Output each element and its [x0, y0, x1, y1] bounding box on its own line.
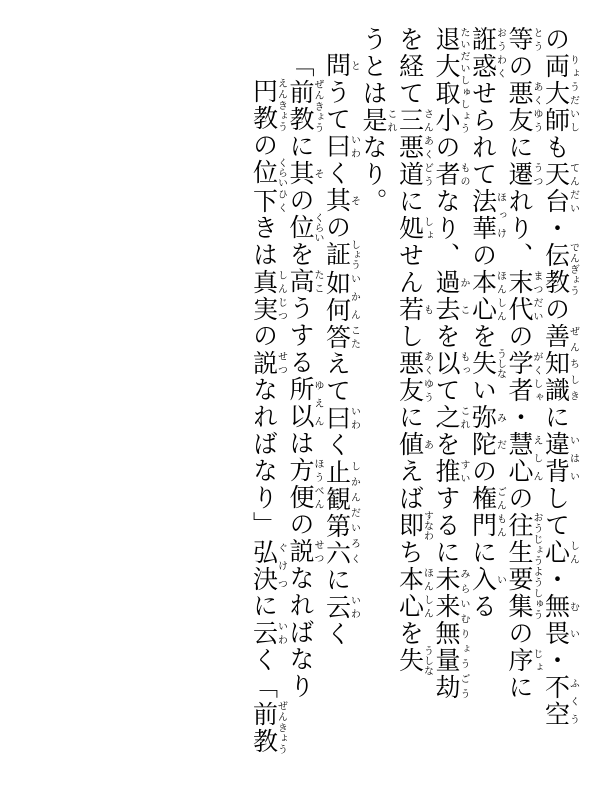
furigana: いわ — [275, 619, 287, 647]
column-text — [397, 26, 433, 774]
ruby-base: 即 — [395, 510, 423, 541]
furigana: てんだい — [567, 161, 579, 215]
furigana: と — [348, 52, 360, 79]
furigana: ほんしん — [494, 269, 506, 323]
ruby-segment — [468, 26, 506, 80]
ruby-segment — [286, 79, 323, 133]
ruby-base: 序 — [505, 647, 532, 674]
ruby-base: 証 — [322, 239, 350, 270]
text-segment: く — [322, 431, 350, 459]
ruby-base: 円教 — [249, 78, 277, 132]
ruby-base: 心 — [541, 539, 569, 566]
furigana: おうじょうようしゅう — [531, 512, 542, 620]
text-segment: く — [322, 160, 350, 187]
furigana: ほっけ — [494, 188, 506, 242]
ruby-segment — [541, 674, 579, 728]
ruby-segment — [322, 269, 360, 324]
ruby-base: 以 — [432, 350, 459, 377]
furigana: すなわ — [421, 510, 433, 541]
furigana: ぜんきょう — [312, 79, 323, 133]
ruby-base: 問 — [322, 52, 350, 79]
ruby-base: 天台 — [541, 161, 569, 215]
ruby-segment — [468, 404, 506, 458]
furigana: ひく — [275, 187, 287, 215]
furigana: しょう — [348, 239, 360, 270]
text-segment: く — [249, 646, 277, 674]
furigana: そ — [312, 160, 323, 187]
ruby-segment — [249, 619, 287, 647]
ruby-segment — [432, 404, 469, 431]
ruby-base: 悪友 — [505, 80, 532, 134]
ruby-base: 処 — [395, 215, 423, 242]
text-segment: に — [541, 404, 569, 431]
text-segment: の — [505, 485, 532, 512]
ruby-segment — [322, 323, 360, 351]
text-segment: うて — [322, 79, 350, 133]
furigana: たいだいしゅしょう — [458, 26, 469, 134]
text-segment: ち — [395, 539, 423, 566]
ruby-base: 慧心 — [505, 431, 532, 485]
ruby-base: 弘決 — [249, 538, 277, 593]
ruby-segment — [468, 269, 506, 323]
ruby-segment — [286, 376, 323, 430]
text-segment: れり、 — [505, 188, 532, 269]
ruby-base: 位 — [286, 212, 313, 243]
text-segment: の — [249, 322, 277, 350]
text-segment: なれば — [249, 376, 277, 458]
ruby-segment — [432, 269, 469, 323]
ruby-segment — [468, 485, 506, 539]
ruby-base: 下 — [249, 187, 277, 215]
text-column — [324, 26, 360, 774]
furigana: みだ — [494, 404, 506, 458]
text-segment: の — [286, 511, 313, 538]
furigana: ぐけつ — [275, 538, 287, 593]
ruby-segment — [249, 700, 287, 755]
text-segment: 「 — [286, 52, 313, 79]
ruby-segment — [286, 538, 323, 565]
furigana: もの — [458, 161, 469, 188]
furigana: あ — [421, 431, 433, 458]
ruby-segment — [541, 323, 579, 404]
text-column — [470, 26, 506, 774]
furigana: も — [421, 296, 433, 323]
furigana: しょ — [421, 215, 433, 242]
ruby-base: 其 — [322, 187, 350, 214]
furigana: せつ — [312, 538, 323, 565]
ruby-base: 両大師 — [541, 53, 569, 134]
column-text — [324, 52, 360, 774]
furigana: これ — [385, 107, 396, 134]
ruby-segment — [322, 404, 360, 432]
ruby-base: 不空 — [541, 674, 569, 728]
text-segment: の — [541, 26, 569, 53]
text-segment: い — [468, 377, 496, 404]
ruby-base: 末代 — [505, 269, 532, 323]
ruby-base: 所以 — [286, 376, 313, 430]
furigana: ぜんちしき — [567, 323, 579, 404]
furigana: いわ — [348, 593, 360, 621]
ruby-base: 云 — [322, 593, 350, 621]
text-segment: く — [322, 620, 350, 648]
vertical-text-body — [22, 26, 578, 774]
ruby-base: 高 — [286, 268, 313, 295]
ruby-segment — [249, 268, 287, 323]
ruby-segment — [432, 161, 469, 188]
ruby-segment — [505, 431, 542, 485]
furigana: うしな — [494, 348, 506, 379]
column-text — [506, 26, 542, 774]
ruby-base: 本心 — [395, 566, 423, 620]
text-segment: も — [541, 134, 569, 161]
ruby-segment — [322, 133, 360, 160]
ruby-segment — [432, 566, 469, 701]
ruby-base: 退大取小 — [432, 26, 459, 134]
ruby-segment — [468, 566, 506, 593]
text-segment: に — [505, 134, 532, 161]
ruby-segment — [541, 161, 579, 215]
ruby-base: 悪友 — [395, 350, 423, 404]
ruby-base: 権門 — [468, 485, 496, 539]
furigana: うつ — [531, 161, 542, 188]
ruby-segment — [249, 538, 287, 593]
furigana: くらい — [312, 212, 323, 243]
ruby-base: 推 — [432, 458, 459, 485]
ruby-segment — [432, 458, 469, 485]
ruby-base: 説 — [249, 349, 277, 377]
text-segment: を — [395, 26, 423, 53]
text-segment: えば — [395, 458, 423, 512]
ruby-segment — [395, 566, 433, 620]
ruby-segment — [249, 187, 287, 215]
text-segment: の — [432, 134, 459, 161]
ruby-base: 前教 — [286, 79, 313, 133]
ruby-segment — [541, 53, 579, 134]
furigana: しん — [567, 539, 579, 566]
ruby-segment — [395, 215, 433, 242]
ruby-segment — [322, 52, 360, 79]
text-segment: して — [541, 485, 569, 539]
text-segment: に — [468, 539, 496, 566]
furigana: まつだい — [531, 269, 542, 323]
ruby-segment — [395, 510, 433, 541]
ruby-base: 弥陀 — [468, 404, 496, 458]
text-segment: て — [432, 377, 459, 404]
ruby-segment — [541, 242, 579, 296]
ruby-base: 伝教 — [541, 242, 569, 296]
text-segment: を — [286, 241, 313, 268]
furigana: がくしゃ — [531, 350, 542, 404]
text-segment: ・ — [541, 215, 569, 242]
furigana: おうわく — [494, 26, 506, 80]
furigana: い — [494, 566, 506, 593]
furigana: しんじつ — [275, 268, 287, 323]
ruby-base: 答 — [322, 323, 350, 351]
text-segment: を — [432, 431, 459, 458]
furigana: さんあくどう — [421, 107, 433, 188]
text-segment: 「 — [249, 673, 277, 701]
ruby-segment — [322, 187, 360, 214]
ruby-base: 曰 — [322, 133, 350, 160]
ruby-segment — [322, 593, 360, 621]
text-segment: ・ — [541, 647, 569, 674]
ruby-segment — [249, 157, 287, 188]
ruby-base: 方便 — [286, 457, 313, 511]
ruby-segment — [468, 348, 506, 379]
furigana: しかんだいろく — [348, 458, 360, 567]
ruby-base: 者 — [432, 161, 459, 188]
furigana: うしな — [421, 645, 433, 676]
ruby-base: 止観第六 — [322, 458, 350, 567]
text-segment: の — [468, 242, 496, 269]
ruby-base: 往生要集 — [505, 512, 532, 620]
ruby-base: 之 — [432, 404, 459, 431]
furigana: あくゆう — [421, 350, 433, 404]
ruby-segment — [468, 188, 506, 242]
text-segment: に — [322, 566, 350, 594]
furigana: たこ — [312, 268, 323, 295]
text-segment: の — [505, 53, 532, 80]
ruby-base: 如何 — [322, 269, 350, 324]
text-segment: えて — [322, 350, 350, 405]
ruby-segment — [359, 107, 396, 134]
ruby-base: 失 — [395, 645, 423, 676]
ruby-segment — [505, 647, 542, 674]
text-segment: に — [395, 404, 423, 431]
furigana: ふくう — [567, 674, 579, 728]
ruby-base: 位 — [249, 157, 277, 188]
furigana: もっ — [458, 350, 469, 377]
ruby-base: 違背 — [541, 431, 569, 485]
text-segment: うとは — [359, 26, 386, 107]
text-segment: は — [286, 430, 313, 457]
text-segment: なり、 — [432, 188, 459, 269]
furigana: いわ — [348, 133, 360, 160]
text-segment: の — [541, 296, 569, 323]
text-segment: に — [249, 592, 277, 620]
furigana: りょうだいし — [567, 53, 579, 134]
text-segment: の — [249, 132, 277, 159]
ruby-base: 本心 — [468, 269, 496, 323]
furigana: とう — [531, 26, 542, 53]
text-segment: を — [395, 620, 423, 647]
ruby-base: 未来無量劫 — [432, 566, 459, 701]
text-segment: なり。 — [359, 134, 386, 215]
ruby-base: 学者 — [505, 350, 532, 404]
text-segment: を — [468, 323, 496, 350]
ruby-base: 善知識 — [541, 323, 569, 404]
text-segment: なり — [286, 646, 313, 700]
ruby-base: 曰 — [322, 404, 350, 432]
ruby-base: 若 — [395, 296, 423, 323]
ruby-segment — [505, 80, 542, 134]
ruby-base: 法華 — [468, 188, 496, 242]
text-column — [251, 26, 287, 774]
text-segment: なり」 — [249, 457, 277, 539]
text-segment: を — [432, 323, 459, 350]
ruby-base: 前教 — [249, 700, 277, 755]
furigana: えんきょう — [275, 78, 287, 132]
text-segment: するに — [432, 485, 459, 566]
ruby-segment — [286, 212, 323, 243]
ruby-segment — [249, 349, 287, 377]
text-segment: うする — [286, 295, 313, 376]
furigana: いはい — [567, 431, 579, 485]
ruby-base: 説 — [286, 538, 313, 565]
text-segment: る — [468, 593, 496, 620]
furigana: でんぎょう — [567, 242, 579, 296]
furigana: むい — [567, 593, 579, 647]
ruby-base: 云 — [249, 619, 277, 647]
text-segment: に — [395, 188, 423, 215]
text-segment: ・ — [541, 566, 569, 593]
ruby-segment — [395, 431, 433, 458]
ruby-segment — [395, 350, 433, 404]
furigana: ゆえん — [312, 376, 323, 430]
text-segment: に — [286, 133, 313, 160]
furigana: ほうべん — [312, 457, 323, 511]
ruby-base: 誑惑 — [468, 26, 496, 80]
ruby-segment — [432, 350, 469, 377]
furigana: かこ — [458, 269, 469, 323]
text-column — [397, 26, 433, 774]
ruby-segment — [541, 593, 579, 647]
column-text — [433, 26, 469, 774]
text-segment: ・ — [505, 404, 532, 431]
furigana: あくゆう — [531, 80, 542, 134]
ruby-base: 遷 — [505, 161, 532, 188]
furigana: くらい — [275, 157, 287, 188]
furigana: ほんしん — [421, 566, 433, 620]
text-column — [287, 26, 323, 774]
furigana: いかん — [348, 269, 360, 324]
ruby-base: 是 — [359, 107, 386, 134]
text-segment: の — [286, 187, 313, 214]
text-segment: の — [505, 323, 532, 350]
ruby-segment — [505, 161, 542, 188]
furigana: ごんもん — [494, 485, 506, 539]
ruby-segment — [432, 26, 469, 134]
text-segment: に — [505, 674, 532, 701]
ruby-segment — [541, 539, 579, 566]
ruby-segment — [395, 107, 433, 188]
ruby-segment — [286, 457, 323, 511]
text-segment: し — [395, 323, 423, 350]
ruby-base: 其 — [286, 160, 313, 187]
ruby-base: 三悪道 — [395, 107, 423, 188]
ruby-segment — [322, 458, 360, 567]
ruby-segment — [395, 645, 433, 676]
ruby-segment — [249, 78, 287, 132]
ruby-base: 無畏 — [541, 593, 569, 647]
text-column — [506, 26, 542, 774]
ruby-segment — [322, 239, 360, 270]
ruby-base: 失 — [468, 348, 496, 379]
text-column — [433, 26, 469, 774]
ruby-base: 値 — [395, 431, 423, 458]
text-segment: なれば — [286, 565, 313, 646]
text-segment: せられて — [468, 80, 496, 188]
text-segment: の — [322, 214, 350, 241]
furigana: ぜんきょう — [275, 700, 287, 755]
ruby-segment — [505, 26, 542, 53]
ruby-segment — [505, 350, 542, 404]
column-text — [543, 26, 579, 774]
ruby-segment — [395, 296, 433, 323]
ruby-base: 過去 — [432, 269, 459, 323]
furigana: これ — [458, 404, 469, 431]
text-segment: 経て — [395, 53, 423, 107]
furigana: そ — [348, 187, 360, 214]
furigana: みらいむりょうごう — [458, 566, 469, 701]
column-text — [470, 26, 506, 774]
furigana: せつ — [275, 349, 287, 377]
ruby-base: 真実 — [249, 268, 277, 323]
furigana: いわ — [348, 404, 360, 432]
text-segment: せん — [395, 242, 423, 296]
ruby-segment — [505, 269, 542, 323]
text-column — [543, 26, 579, 774]
column-text — [360, 26, 396, 774]
ruby-segment — [541, 431, 579, 485]
furigana: じょ — [531, 647, 542, 674]
ruby-segment — [286, 268, 323, 295]
column-text — [251, 78, 287, 774]
column-text — [287, 52, 323, 774]
ruby-segment — [505, 512, 542, 620]
furigana: こた — [348, 323, 360, 351]
ruby-base: 入 — [468, 566, 496, 593]
text-segment: の — [468, 458, 496, 485]
ruby-segment — [286, 160, 323, 187]
furigana: すい — [458, 458, 469, 485]
text-column — [360, 26, 396, 774]
text-segment: の — [505, 620, 532, 647]
text-segment: きは — [249, 214, 277, 269]
ruby-base: 等 — [505, 26, 532, 53]
furigana: えしん — [531, 431, 542, 485]
